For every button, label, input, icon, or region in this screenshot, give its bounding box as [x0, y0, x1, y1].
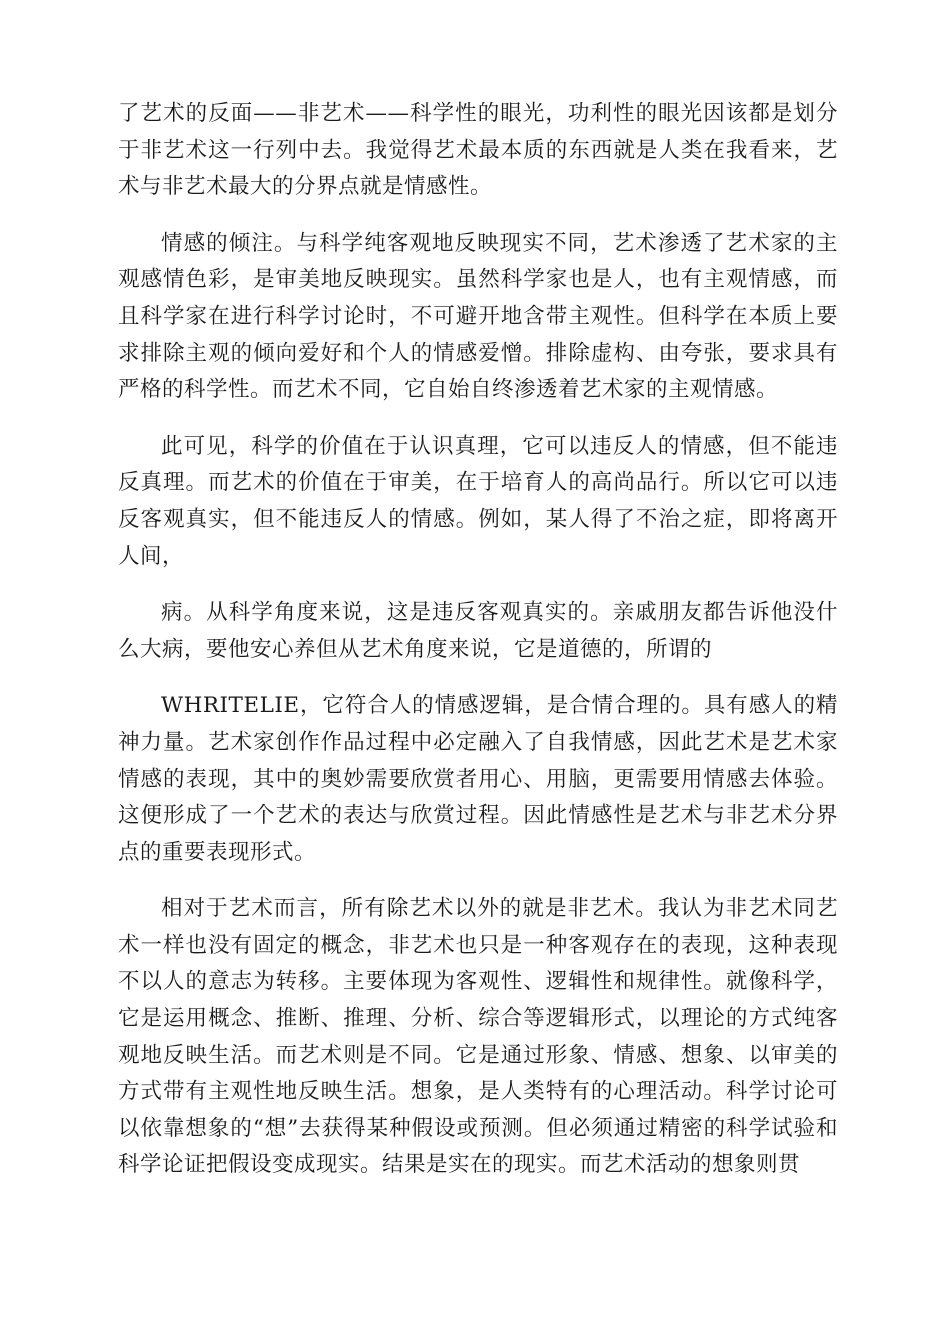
paragraph-6: 相对于艺术而言，所有除艺术以外的就是非艺术。我认为非艺术同艺术一样也没有固定的概念，非艺术也只是一种客观存在的表现，这种表现不以人的意志为转移。主要体现为客观性、逻辑性和规律性。就像科学，它是运用概念、推断、推理、分析、综合等逻辑形式，以理论的方式纯客观地反映生活。而艺术则是不同。它是通过形象、情感、想象、以审美的方式带有主观性地反映生活。想象，是人类特有的心理活动。科学讨论可以依靠想象的“想”去获得某种假设或预测。但必须通过精密的科学试验和科学论证把假设变成现实。结果是实在的现实。而艺术活动的想象则贯	[118, 896, 838, 1178]
paragraph-3: 此可见，科学的价值在于认识真理，它可以违反人的情感，但不能违反真理。而艺术的价值在于审美，在于培育人的高尚品行。所以它可以违反客观真实，但不能违反人的情感。例如，某人得了不治之症，即将离开人间，	[118, 433, 838, 569]
paragraph-1: 了艺术的反面——非艺术——科学性的眼光，功利性的眼光因该都是划分于非艺术这一行列中去。我觉得艺术最本质的东西就是人类在我看来，艺术与非艺术最大的分界点就是情感性。	[118, 101, 838, 200]
paragraph-2: 情感的倾注。与科学纯客观地反映现实不同，艺术渗透了艺术家的主观感情色彩，是审美地反映现实。虽然科学家也是人，也有主观情感，而且科学家在进行科学讨论时，不可避开地含带主观性。但科学在本质上要求排除主观的倾向爱好和个人的情感爱憎。排除虚构、由夸张，要求具有严格的科学性。而艺术不同，它自始自终渗透着艺术家的主观情感。	[118, 230, 838, 403]
body-text	[118, 96, 838, 1184]
paragraph-4: 病。从科学角度来说，这是违反客观真实的。亲戚朋友都告诉他没什么大病，要他安心养但从艺术角度来说，它是道德的，所谓的	[118, 600, 838, 662]
paragraph-5: WHRITELIE，它符合人的情感逻辑，是合情合理的。具有感人的精神力量。艺术家创作作品过程中必定融入了自我情感，因此艺术是艺术家情感的表现，其中的奥妙需要欣赏者用心、用脑，更需要用情感去体验。这便形成了一个艺术的表达与欣赏过程。因此情感性是艺术与非艺术分界点的重要表现形式。	[118, 693, 838, 865]
